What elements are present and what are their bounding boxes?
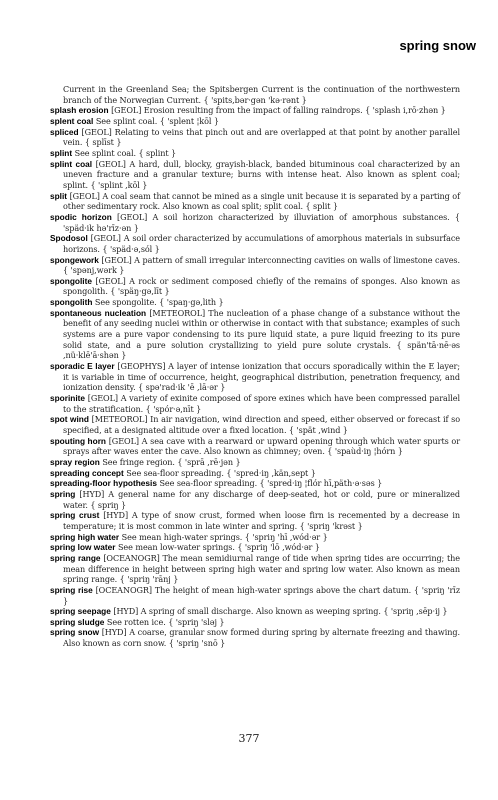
dictionary-entry (50, 436, 460, 457)
entry-definition: [GEOL] A coal seam that cannot be mined as a single unit because it is separated by a parting of other sedimentary rock. Also known as coal split; split coal. { split } (63, 190, 461, 212)
entry-term: sporinite (50, 393, 86, 404)
entry-definition: [METEOROL] In air navigation, wind direction and speed, either observed or forecast if so specified, at a designated altitude over a fixed location. { 'spät ,wind } (63, 414, 460, 435)
entry-term: spreading concept (50, 467, 124, 478)
dictionary-entry (50, 159, 460, 191)
entry-definition: See splint coal. { splint } (74, 147, 177, 158)
dictionary-entry (50, 393, 460, 414)
dictionary-entry (50, 468, 460, 479)
entry-definition: [OCEANOGR] The mean semidiurnal range of tide when spring tides are occurring; the mean difference in height between spring high water and spring low water. Also known as mean spring range. { 'spriŋ 'rānj } (63, 552, 460, 585)
entry-definition: [OCEANOGR] The height of mean high-water springs above the chart datum. { 'spriŋ 'rīz } (63, 584, 460, 606)
entry-term: spouting horn (50, 435, 106, 446)
entry-term: split (50, 190, 68, 201)
entry-term: spring rise (50, 584, 93, 595)
dictionary-entry (50, 414, 460, 435)
entry-definition: [GEOL] Relating to veins that pinch out and are overlapped at that point by another parallel vein. { splīst } (63, 126, 460, 148)
dictionary-entry (50, 191, 460, 212)
dictionary-entry (50, 297, 460, 308)
dictionary-entry (50, 212, 460, 233)
entry-list (50, 84, 460, 649)
entry-definition: [METEOROL] The nucleation of a phase change of a substance without the benefit of any seeding nuclei within or otherwise in contact with that substance; examples of such systems are a pure vapor condensing to its pure liquid state, a pure liquid freezing to its pure solid state, and a pure solution crystallizing to yield pure solute crystals. { spän'tā·nē·əs ,nü·klē'ā·shən } (63, 307, 460, 361)
entry-term: spring high water (50, 531, 120, 542)
entry-term: spring snow (50, 627, 100, 638)
entry-term: spontaneous nucleation (50, 307, 147, 318)
dictionary-entry (50, 276, 460, 297)
entry-definition: [HYD] A type of snow crust, formed when loose firn is recemented by a decrease in temperature; it is most common in late winter and spring. { 'spriŋ 'krəst } (63, 510, 461, 531)
entry-definition: See mean low-water springs. { 'spriŋ 'lō ,wód·ər } (117, 542, 320, 553)
dictionary-entry (50, 116, 460, 127)
dictionary-entry (50, 489, 460, 510)
entry-definition: See fringe region. { 'sprā ,rē·jən } (102, 456, 241, 467)
entry-term: spring low water (50, 542, 116, 553)
entry-term: spring seepage (50, 606, 111, 617)
entry-definition: [GEOL] A soil order characterized by accumulations of amorphous materials in subsurface horizons. { 'späd·ə,sól } (63, 233, 461, 254)
entry-definition: [GEOL] A pattern of small irregular interconnecting cavities on walls of limestone caves. { 'spənj,wərk } (63, 254, 460, 276)
entry-definition: [GEOL] A hard, dull, blocky, grayish-black, banded bituminous coal characterized by an uneven fracture and a granular texture; burns with intense heat. Also known as splent coal; splint. { 'splint ,kōl } (63, 158, 461, 190)
entry-definition: [GEOL] A soil horizon characterized by illuviation of amorphous substances. { 'späd·ik hə'rīz·ən } (63, 211, 460, 233)
dictionary-entry (50, 606, 460, 617)
entry-term: spreading-floor hypothesis (50, 478, 157, 489)
dictionary-entry (50, 510, 460, 531)
dictionary-entry (50, 361, 460, 393)
entry-term: splent coal (50, 115, 94, 126)
entry-definition: See sea-floor spreading. { 'spred·iŋ ¦flór hī,päth·ə·səs } (159, 478, 383, 489)
entry-term: splint (50, 147, 73, 158)
entry-definition: [GEOL] A rock or sediment composed chiefly of the remains of sponges. Also known as spongolith. { 'späŋ·gə,līt } (63, 275, 460, 297)
dictionary-entry (50, 553, 460, 585)
dictionary-entry (50, 478, 460, 489)
running-head: spring snow (399, 38, 476, 53)
entry-term: spongolite (50, 275, 92, 286)
dictionary-entry (50, 627, 460, 648)
entry-definition: [GEOL] A variety of exinite composed of spore exines which have been compressed parallel to the stratification. { 'spór·ə,nīt } (63, 393, 460, 414)
entry-term: sporadic E layer (50, 361, 115, 372)
entry-definition: [HYD] A spring of small discharge. Also known as weeping spring. { 'spriŋ ,sēp·ij } (113, 606, 448, 617)
dictionary-entry (50, 457, 460, 468)
dictionary-entry (50, 84, 460, 105)
dictionary-entry (50, 617, 460, 628)
entry-term: spongework (50, 254, 99, 265)
dictionary-entry (50, 127, 460, 148)
dictionary-entry (50, 532, 460, 543)
page-number: 377 (238, 732, 260, 745)
dictionary-entry (50, 233, 460, 254)
entry-term: spring crust (50, 510, 100, 521)
entry-definition: See rotten ice. { 'spriŋ 'sləj } (106, 616, 225, 627)
entry-definition: [GEOL] Erosion resulting from the impact of falling raindrops. { 'splash i,rō·zhən } (111, 105, 446, 116)
entry-term: spodic horizon (50, 211, 112, 222)
entry-definition: Current in the Greenland Sea; the Spitsbergen Current is the continuation of the northwestern branch of the Norwegian Current. { 'spits,bər·gən 'kə·rənt } (63, 84, 460, 105)
entry-definition: See splint coal. { 'splent ¦kōl } (95, 115, 219, 126)
dictionary-entry (50, 542, 460, 553)
entry-definition: [GEOL] A sea cave with a rearward or upward opening through which water spurts or sprays after waves enter the cave. Also known as chimney; oven. { 'spaùd·iŋ ¦hórn } (63, 435, 460, 457)
entry-term: spring sludge (50, 616, 105, 627)
entry-definition: [GEOPHYS] A layer of intense ionization that occurs sporadically within the E layer; it is variable in time of occurrence, height, geographical distribution, penetration frequency, and ionization density. { spə'rad·ik 'ē ,lā·ər } (63, 361, 460, 393)
entry-term: spliced (50, 126, 79, 137)
entry-definition: See sea-floor spreading. { 'spred·iŋ ,kän,sept } (126, 467, 316, 478)
dictionary-entry (50, 308, 460, 361)
dictionary-entry (50, 105, 460, 116)
entry-term: spot wind (50, 414, 89, 425)
dictionary-entry (50, 585, 460, 606)
entry-term: spring range (50, 552, 101, 563)
entry-term: Spodosol (50, 233, 88, 244)
entry-definition: See spongolite. { 'spaŋ·gə,lith } (94, 297, 224, 308)
entry-term: spring (50, 488, 76, 499)
entry-term: splash erosion (50, 105, 109, 116)
entry-term: spongolith (50, 297, 93, 308)
entry-term: splint coal (50, 158, 93, 169)
entry-definition: See mean high-water springs. { 'spriŋ 'hī ,wód·ər } (121, 531, 328, 542)
entry-term: spray region (50, 456, 100, 467)
dictionary-entry (50, 255, 460, 276)
dictionary-entry (50, 148, 460, 159)
entry-definition: [HYD] A general name for any discharge of deep-seated, hot or cold, pure or mineralized water. { spriŋ } (63, 488, 460, 510)
entry-definition: [HYD] A coarse, granular snow formed during spring by alternate freezing and thawing. Also known as corn snow. { 'spriŋ 'snō } (63, 627, 460, 649)
